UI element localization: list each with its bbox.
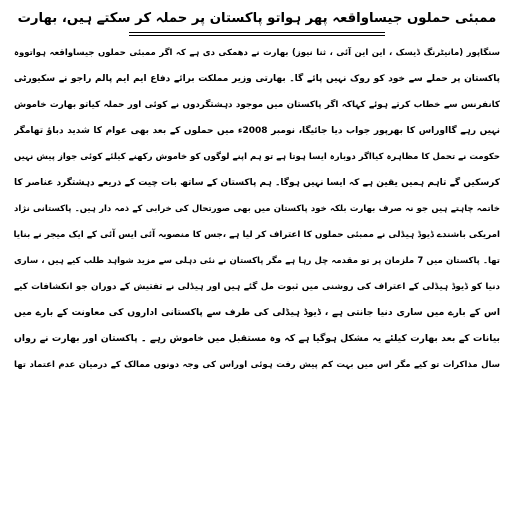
article-line: تھا۔ پاکستان میں 7 ملزمان پر تو مقدمہ چل رہا ہے مگر پاکستان نے نئی دہلی سے مزید شواہد طلب کیے ہیں ، ساری [14, 256, 500, 266]
article-line: کانفرنس سے خطاب کرتے ہوئے کہاکہ اگر پاکستان میں موجود دہشتگردوں نے کوئی اور حملہ کیاتو بھارت خاموش [14, 100, 500, 110]
article-line: خاتمہ چاہتے ہیں جو نہ صرف بھارت بلکہ خود پاکستان میں بھی صورتحال کی خرابی کے ذمہ دار ہیں۔ پاکستانی نژاد [14, 204, 500, 214]
article-line: دنیا کو ڈیوڈ ہیڈلی کے اعتراف کی روشنی میں ثبوت مل گئے ہیں اور ہیڈلی نے تفتیش کے دوران جو انکشافات کیے [14, 282, 500, 292]
article-line: پاکستان پر حملے سے خود کو روک نہیں پائے گا۔ بھارتی وزیر مملکت برائے دفاع ایم ایم پالم راجو نے سکیورٹی [14, 74, 500, 84]
article-line: نہیں رہے گااوراس کا بھرپور جواب دیا جائیگا، نومبر 2008ء میں حملوں کے بعد بھی عوام کا شدید دباؤ تھامگر [14, 126, 500, 136]
news-article [14, 6, 500, 378]
article-body [14, 40, 500, 378]
article-line: بیانات کے بعد بھارت کیلئے یہ مشکل ہوگیا ہے کہ وہ مستقبل میں خاموش رہے ۔ پاکستان اور بھارت نے رواں [14, 333, 500, 344]
article-line: حکومت نے تحمل کا مظاہرہ کیااگر دوبارہ ایسا ہوتا ہے تو ہم اپنے لوگوں کو خاموش رکھنے کیلئے کوئی جواز پیش نہیں [14, 152, 500, 162]
article-line: امریکی باشندے ڈیوڈ ہیڈلی نے ممبئی حملوں کا اعتراف کر لیا ہے ،جس کا منصوبہ آئی ایس آئی کے ایک میجر نے بنایا [14, 230, 500, 240]
article-line: کرسکیں گے تاہم ہمیں یقین ہے کہ ایسا نہیں ہوگا۔ ہم پاکستان کے ساتھ بات چیت کے ذریعے دہشتگرد عناصر کا [14, 178, 500, 188]
article-headline: ممبئی حملوں جیساواقعہ پھر ہواتو پاکستان پر حملہ کر سکتے ہیں، بھارت [17, 11, 497, 26]
article-line: سال مذاکرات تو کیے مگر اس میں بہت کم پیش رفت ہوئی اوراس کی وجہ دونوں ممالک کے درمیان عدم اعتماد تھا [14, 360, 500, 370]
article-line: سنگاپور (مانیٹرنگ ڈیسک ، این این آئی ، ثنا نیوز) بھارت نے دھمکی دی ہے کہ اگر ممبئی حملوں جیساواقعہ ہواتووہ [14, 48, 500, 58]
headline-underline [129, 32, 385, 36]
article-line: اس کے بارے میں ساری دنیا جانتی ہے ، ڈیوڈ ہیڈلی کی طرف سے پاکستانی اداروں کی معاونت کے بارے میں [14, 307, 500, 318]
